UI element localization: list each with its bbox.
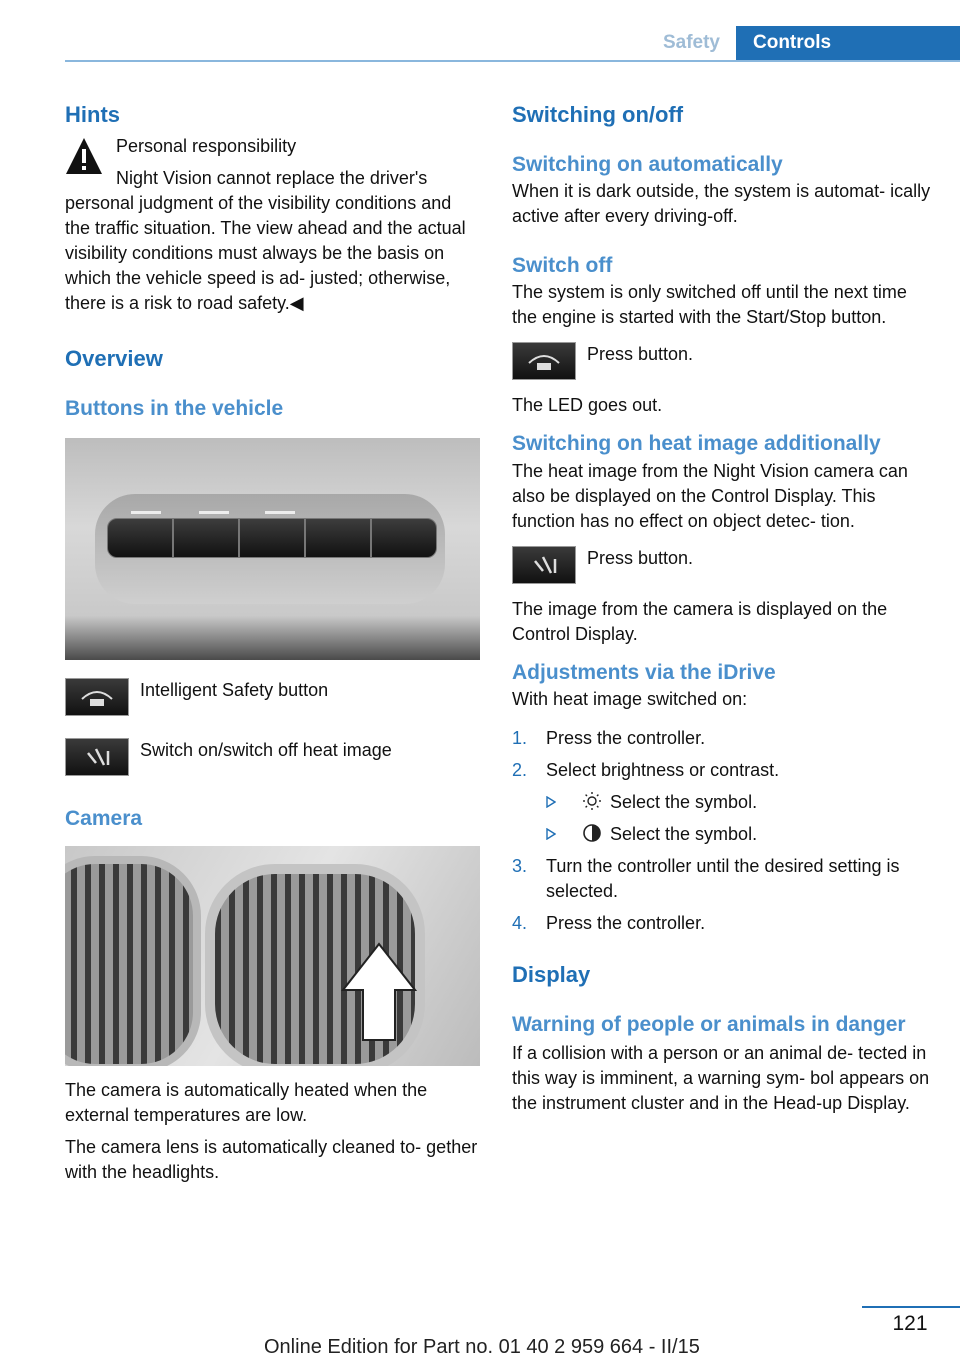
adjust-heading: Adjustments via the iDrive — [512, 661, 776, 684]
right-column — [512, 100, 932, 1116]
left-kidney-grille — [65, 856, 201, 1066]
header-section-tab: Safety — [662, 32, 720, 53]
sub-item-brightness: Select the symbol. — [546, 790, 932, 815]
sub-item-contrast: Select the symbol. — [546, 822, 932, 847]
bullet-triangle-icon — [546, 828, 556, 840]
intelligent-safety-icon — [65, 678, 129, 716]
button-strip — [107, 518, 437, 558]
off-heading: Switch off — [512, 254, 613, 277]
list-item: 3. Turn the controller until the desired setting is selected. — [512, 856, 900, 901]
adjust-intro: With heat image switched on: — [512, 689, 748, 709]
arrow-icon — [341, 942, 417, 1042]
intelligent-safety-icon — [512, 342, 576, 380]
camera-paragraph-2: The camera lens is automatically cleaned to‐ gether with the headlights. — [65, 1137, 478, 1182]
steps-list — [512, 726, 932, 936]
page-number: 121 — [892, 1312, 928, 1335]
camera-photo — [65, 846, 480, 1066]
heat-image-icon — [512, 546, 576, 584]
overview-heading: Overview — [65, 346, 163, 371]
brightness-icon — [582, 791, 602, 811]
list-item: 2. Select brightness or contrast. Select the symbol. Select the symbol. — [512, 758, 932, 847]
warning-people-heading: Warning of people or animals in danger — [512, 1013, 906, 1036]
warning-block — [65, 134, 480, 316]
hints-heading: Hints — [65, 102, 120, 127]
list-item: 4. Press the controller. — [512, 913, 706, 933]
heat-image-icon — [65, 738, 129, 776]
switching-heading: Switching on/off — [512, 102, 684, 127]
off-text: The system is only switched off until the next time the engine is started with the Start/Stop button. — [512, 282, 907, 327]
warning-people-text: If a collision with a person or an animal de‐ tected in this way is imminent, a warning sym‐ bol appears on the instrument cluster and in the Head-up Display. — [512, 1043, 930, 1113]
header-rule — [65, 60, 960, 62]
heat-image-label: Switch on/switch off heat image — [140, 740, 392, 760]
auto-heading: Switching on automatically — [512, 153, 783, 176]
press-button-row-2 — [512, 546, 932, 584]
press-button-label-1: Press button. — [587, 344, 694, 364]
intelligent-safety-label: Intelligent Safety button — [140, 680, 329, 700]
auto-text: When it is dark outside, the system is automat‐ ically active after every driving-off. — [512, 181, 931, 226]
contrast-icon — [582, 823, 602, 843]
intelligent-safety-row — [65, 678, 480, 716]
buttons-heading: Buttons in the vehicle — [65, 397, 284, 420]
footer-edition: Online Edition for Part no. 01 40 2 959 664 - II/15 — [264, 1336, 700, 1358]
led-text: The LED goes out. — [512, 395, 663, 415]
camera-display-text: The image from the camera is displayed on the Control Display. — [512, 599, 888, 644]
camera-paragraph-1: The camera is automatically heated when the external temperatures are low. — [65, 1080, 428, 1125]
warning-triangle-icon — [65, 136, 103, 176]
press-button-label-2: Press button. — [587, 548, 694, 568]
heat-text: The heat image from the Night Vision camera can also be displayed on the Control Display. This function has no effect on object detec‐ tion. — [512, 461, 908, 531]
heat-image-row — [65, 738, 480, 776]
list-item: 1. Press the controller. — [512, 728, 706, 748]
press-button-row-1 — [512, 342, 932, 380]
warning-title: Personal responsibility — [116, 136, 297, 156]
left-column — [65, 100, 480, 1185]
display-heading: Display — [512, 962, 591, 987]
buttons-photo — [65, 438, 480, 660]
warning-text: Night Vision cannot replace the driver's personal judgment of the visibility conditions and the traffic situation. The view ahead and the actual visibility conditions must always be the basis on which the vehicle speed is ad‐ justed; otherwise, there is a risk to road safety.◀ — [65, 168, 466, 313]
footer-rule — [862, 1306, 960, 1308]
camera-heading: Camera — [65, 807, 143, 830]
heat-heading: Switching on heat image additionally — [512, 432, 881, 455]
header-chapter-tab: Controls — [736, 26, 960, 62]
bullet-triangle-icon — [546, 796, 556, 808]
